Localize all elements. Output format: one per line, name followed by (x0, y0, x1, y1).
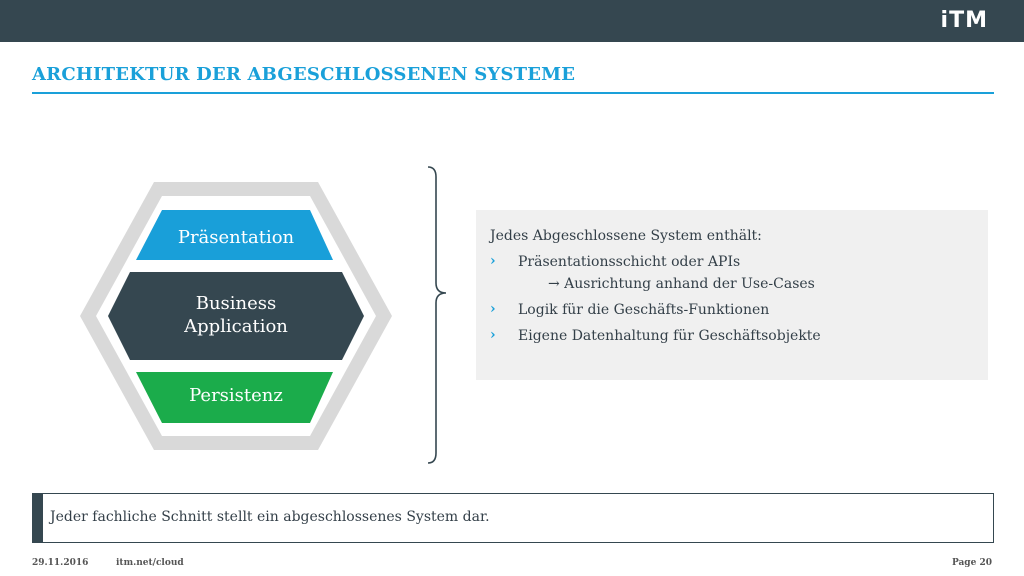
layer-middle-label-1: Business (195, 293, 277, 314)
summary-accent-bar (33, 494, 43, 542)
bullet-subtext: → Ausrichtung anhand der Use-Cases (548, 276, 815, 292)
bullet-chevron-icon: › (490, 327, 496, 343)
top-bar (0, 0, 1024, 42)
footer-url: itm.net/cloud (116, 558, 184, 568)
bullet-item (490, 328, 974, 344)
footer-date: 29.11.2016 (32, 558, 89, 568)
bullet-chevron-icon: › (490, 253, 496, 269)
title-underline (32, 92, 994, 94)
brace-connector (424, 165, 448, 465)
bullet-chevron-icon: › (490, 301, 496, 317)
summary-text: Jeder fachliche Schnitt stellt ein abgeschlossenes System dar. (50, 509, 490, 525)
itm-logo: iTM (940, 8, 988, 33)
bullet-text: Präsentationsschicht oder APIs (518, 254, 741, 270)
info-heading: Jedes Abgeschlossene System enthält: (490, 228, 762, 244)
architecture-hexagon (78, 180, 394, 452)
footer-page-number: Page 20 (951, 558, 992, 568)
layer-middle-label-2: Application (184, 316, 288, 337)
summary-box (32, 493, 994, 543)
layer-top-label: Präsentation (177, 227, 295, 248)
bullet-text: Logik für die Geschäfts-Funktionen (518, 302, 770, 318)
layer-bottom-label: Persistenz (189, 385, 283, 406)
info-box (476, 210, 988, 380)
bullet-item (490, 254, 974, 292)
page-title: ARCHITEKTUR DER ABGESCHLOSSENEN SYSTEME (32, 64, 576, 85)
bullet-item (490, 302, 974, 318)
bullet-text: Eigene Datenhaltung für Geschäftsobjekte (518, 328, 821, 344)
